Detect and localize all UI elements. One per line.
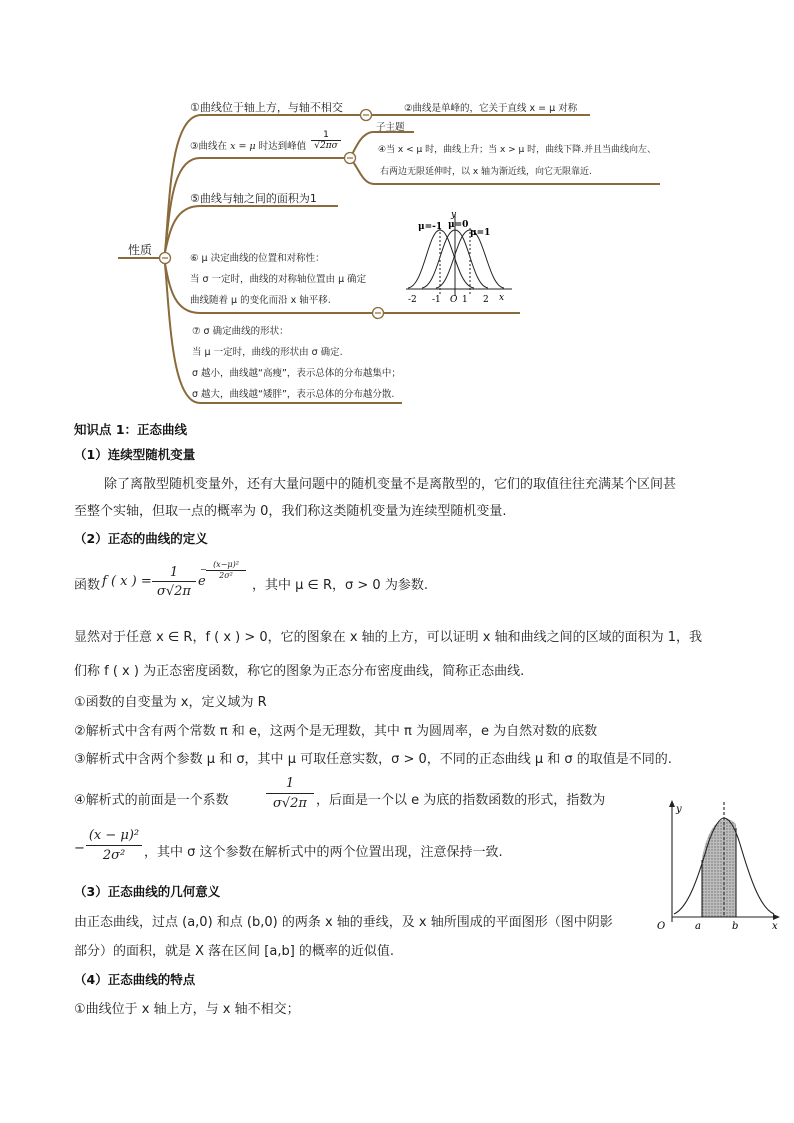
mindmap-subtopic[interactable]: 子主题 [376, 122, 405, 133]
tick-label: 1 [462, 295, 468, 305]
graph-y-label: y [451, 210, 457, 220]
item4-den: σ√2π [273, 796, 307, 811]
section-1-para-line1: 除了离散型随机变量外，还有大量问题中的随机变量不是离散型的，它们的取值往往充满某个区间甚 [104, 477, 677, 492]
mindmap-property-7-line2[interactable]: 当 μ 一定时，曲线的形状由 σ 确定. [192, 347, 343, 358]
item4-fraction [266, 774, 314, 814]
item4b-suffix: ，其中 σ 这个参数在解析式中的两个位置出现，注意保持一致. [144, 845, 503, 860]
exp-num: (x−μ)² [206, 560, 246, 571]
item4-prefix: ④解析式的前面是一个系数 [74, 793, 229, 808]
section-2-item1: ①函数的自变量为 x，定义域为 R [74, 695, 267, 710]
mindmap-root[interactable]: 性质 [128, 243, 153, 257]
p3-frac-num: 1 [311, 130, 341, 141]
formula-suffix: ，其中 μ ∈ R，σ > 0 为参数. [252, 578, 428, 593]
mu-neg1-label: μ=-1 [418, 222, 443, 232]
p3-prefix: ③曲线在 [190, 141, 228, 152]
section-3-line1: 由正态曲线，过点 (a,0) 和点 (b,0) 的两条 x 轴的垂线，及 x 轴所围成的平面图形（图中阴影 [74, 915, 613, 930]
formula-prefix: 函数 [74, 578, 101, 593]
p3-suffix: 时达到峰值 [258, 141, 307, 152]
exp-minus: − [200, 565, 207, 574]
mindmap-property-2[interactable]: ②曲线是单峰的，它关于直线 x = μ 对称 [404, 103, 578, 114]
section-2-title: （2）正态的曲线的定义 [74, 531, 208, 546]
mindmap-property-1[interactable]: ①曲线位于轴上方，与轴不相交 [190, 101, 343, 114]
section-2-item4b [74, 826, 544, 870]
fig2-origin-label: O [657, 921, 666, 932]
p3-frac-den: √2πσ [314, 141, 338, 151]
section-3-title: （3）正态曲线的几何意义 [74, 884, 221, 899]
mindmap-property-7-line3[interactable]: σ 越小，曲线越“高瘦”，表示总体的分布越集中； [192, 368, 401, 379]
knowledge-point-title: 知识点 1：正态曲线 [74, 422, 188, 437]
p3-mid: x = μ [230, 141, 256, 152]
section-2-item2: ②解析式中含有两个常数 π 和 e，这两个是无理数，其中 π 为圆周率，e 为自然对数的底数 [74, 724, 598, 739]
tick-label: 2 [483, 295, 489, 305]
mindmap-property-3[interactable] [190, 138, 306, 152]
mindmap-property-4-line1[interactable]: ④当 x < μ 时，曲线上升；当 x > μ 时，曲线下降.并且当曲线向左、 [378, 145, 657, 155]
item4b-minus: − [74, 841, 85, 856]
section-1-para-line2: 至整个实轴，但取一点的概率为 0，我们称这类随机变量为连续型随机变量. [74, 504, 507, 519]
item4-num: 1 [266, 774, 314, 794]
section-3-line2: 部分）的面积，就是 X 落在区间 [a,b] 的概率的近似值. [74, 944, 395, 959]
fig2-x-label: x [772, 921, 778, 932]
mindmap-property-6-line3[interactable]: 曲线随着 μ 的变化而沿 x 轴平移. [190, 295, 331, 306]
mindmap-property-7-line4[interactable]: σ 越大，曲线越“矮胖”，表示总体的分布越分散. [192, 389, 395, 400]
mindmap-property-6-line2[interactable]: 当 σ 一定时，曲线的对称轴位置由 μ 确定 [190, 274, 367, 285]
shaded-area-figure [654, 798, 784, 932]
formula-coefficient [152, 564, 196, 601]
section-2-item3: ③解析式中含两个参数 μ 和 σ，其中 μ 可取任意实数，σ > 0，不同的正态曲线 μ 和 σ 的取值是不同的. [74, 752, 672, 767]
fig2-b-label: b [732, 921, 739, 932]
formula-num: 1 [152, 564, 196, 582]
p3-peak-fraction [311, 130, 341, 151]
mu-shift-graph [400, 208, 520, 306]
formula-fx: f ( x ) = [102, 574, 152, 589]
mu-1-label: μ=1 [470, 228, 491, 238]
graph-x-label: x [499, 293, 505, 303]
section-2-line2: 们称 f ( x ) 为正态密度函数，称它的图象为正态分布密度曲线，简称正态曲线. [74, 664, 525, 679]
tick-label: -1 [432, 295, 441, 305]
mindmap-connectors [0, 0, 794, 410]
mindmap-property-7-line1[interactable]: ⑦ σ 确定曲线的形状： [192, 326, 289, 337]
mu-0-label: μ=0 [448, 220, 469, 230]
mindmap-property-6-line1[interactable]: ⑥ μ 决定曲线的位置和对称性： [190, 253, 325, 264]
item4b-den: 2σ² [102, 848, 126, 863]
density-formula [74, 560, 494, 612]
section-2-line1: 显然对于任意 x ∈ R，f ( x ) > 0，它的图象在 x 轴的上方，可以证明 x 轴和曲线之间的区域的面积为 1，我 [74, 630, 703, 645]
section-4-title: （4）正态曲线的特点 [74, 972, 196, 987]
section-4-item1: ①曲线位于 x 轴上方，与 x 轴不相交； [74, 1002, 300, 1017]
formula-den: σ√2π [157, 584, 191, 599]
item4b-fraction [86, 826, 142, 866]
section-1-title: （1）连续型随机变量 [74, 447, 196, 462]
fig2-y-label: y [676, 804, 682, 815]
formula-exponent [200, 560, 246, 581]
item4b-num: (x − μ)² [86, 826, 142, 846]
section-2-item4 [74, 774, 654, 818]
exp-den: 2σ² [219, 571, 233, 580]
item4-suffix: ，后面是一个以 e 为底的指数函数的形式，指数为 [316, 793, 606, 808]
tick-label: O [450, 295, 458, 305]
formula-e: e [198, 574, 206, 589]
mindmap-property-5[interactable]: ⑤曲线与轴之间的面积为1 [190, 192, 317, 205]
tick-label: -2 [408, 295, 417, 305]
mindmap-property-4-line2[interactable]: 右两边无限延伸时，以 x 轴为渐近线，向它无限靠近. [380, 167, 592, 177]
fig2-a-label: a [695, 921, 701, 932]
